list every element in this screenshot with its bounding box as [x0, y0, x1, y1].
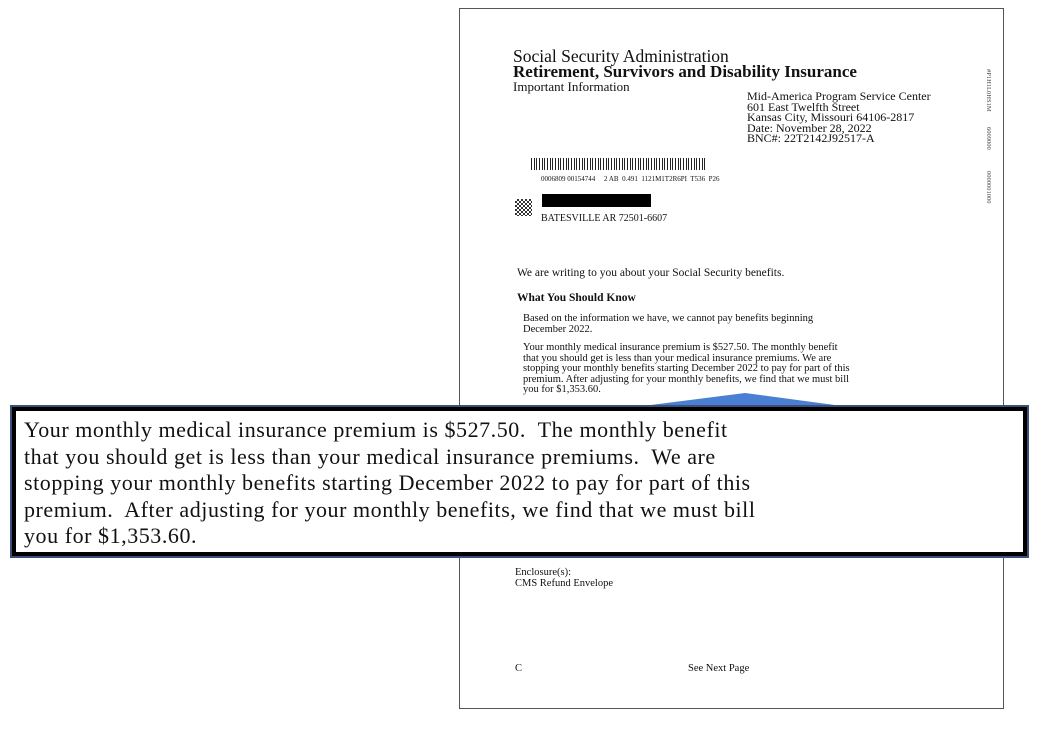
letter-date: Date: November 28, 2022 — [747, 120, 872, 135]
enclosure-label: Enclosure(s): — [515, 567, 571, 578]
bnc-number: BNC#: 22T2142J92517-A — [747, 131, 875, 145]
footer-code: C — [515, 663, 523, 674]
paragraph-line: December 2022. — [523, 323, 593, 335]
mail-codes: 0006809 00154744 2 AB 0.491 1121M1T2R6PI T536 P26 — [541, 175, 720, 183]
section-heading: What You Should Know — [517, 292, 636, 304]
callout-line: that you should get is less than your medical insurance premiums. We are — [24, 443, 716, 469]
enclosure-item: CMS Refund Envelope — [515, 577, 613, 589]
callout-line: stopping your monthly benefits starting December 2022 to pay for part of this — [24, 470, 751, 495]
intro-text: We are writing to you about your Social Security benefits. — [517, 267, 785, 279]
program-title: Retirement, Survivors and Disability Insurance — [513, 62, 857, 81]
callout-line: premium. After adjusting for your monthly benefits, we find that we must bill — [24, 496, 756, 522]
paragraph-line: Your monthly medical insurance premium is $527.50. The monthly benefit — [523, 342, 838, 353]
paragraph-line: Based on the information we have, we cannot pay benefits beginning — [523, 313, 814, 324]
office-city: Kansas City, Missouri 64106-2817 — [747, 110, 915, 124]
letter-subtitle: Important Information — [513, 79, 630, 94]
side-code-1: #P1H1L0HS1M — [985, 69, 992, 112]
paragraph-line: you for $1,353.60. — [523, 384, 601, 395]
zoomed-callout-box — [12, 407, 1027, 556]
agency-name: Social Security Administration — [513, 46, 729, 66]
paragraph-line: premium. After adjusting for your monthly benefits, we find that we must bill — [523, 373, 850, 385]
side-code-3: 0000001000 — [985, 171, 992, 204]
side-code-2: 6009000 — [985, 127, 992, 150]
paragraph-line: stopping your monthly benefits starting December 2022 to pay for part of this — [523, 363, 850, 374]
office-name: Mid-America Program Service Center — [747, 89, 931, 103]
recipient-city: BATESVILLE AR 72501-6607 — [541, 213, 668, 224]
see-next-page: See Next Page — [688, 663, 750, 674]
callout-line: Your monthly medical insurance premium is $527.50. The monthly benefit — [24, 417, 728, 442]
callout-line: you for $1,353.60. — [24, 523, 198, 548]
callout-text — [24, 417, 756, 550]
office-street: 601 East Twelfth Street — [747, 99, 860, 114]
paragraph-line: that you should get is less than your medical insurance premiums. We are — [523, 352, 832, 364]
